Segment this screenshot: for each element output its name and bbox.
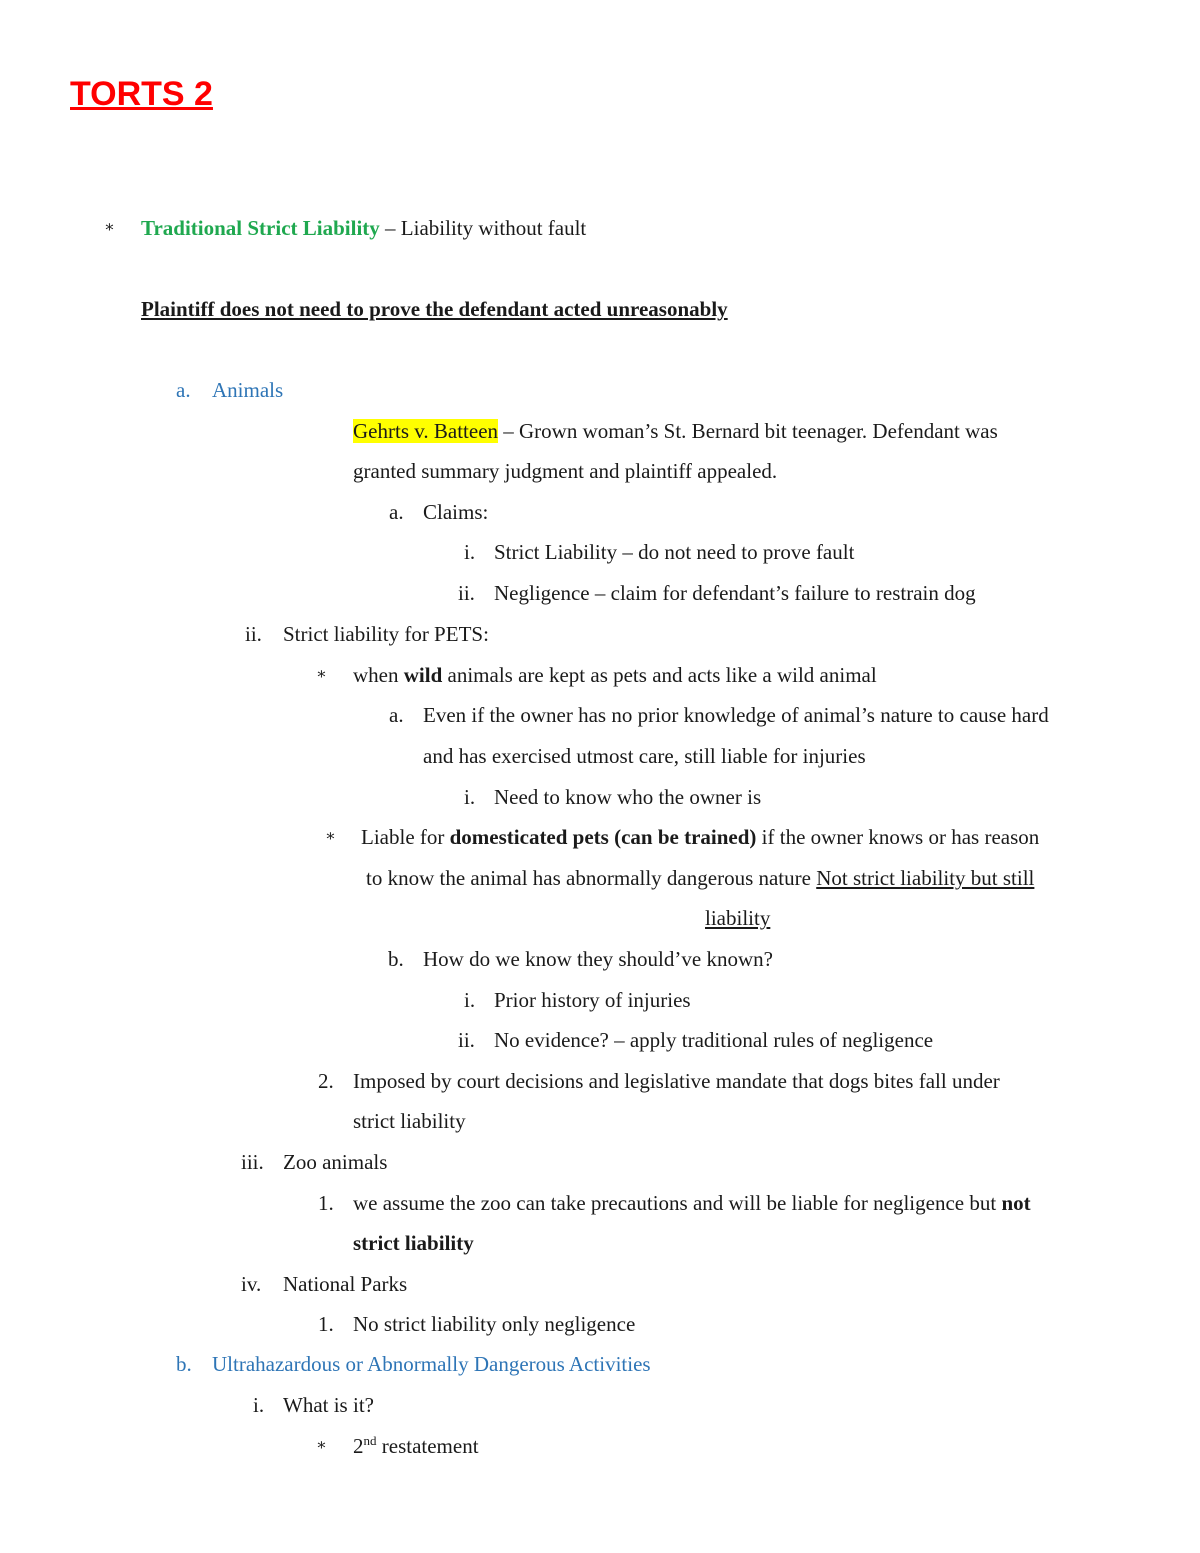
page-title: TORTS 2 xyxy=(70,75,213,113)
text-run: to know the animal has abnormally dangerous nature xyxy=(366,866,817,890)
list-marker: 1. xyxy=(318,1191,334,1215)
list-marker: i. xyxy=(464,540,476,564)
parks-line: No strict liability only negligence xyxy=(353,1312,636,1336)
heading-parks: National Parks xyxy=(283,1272,408,1296)
prior-history-line: Prior history of injuries xyxy=(494,988,691,1012)
term-definition: – Liability without fault xyxy=(379,216,587,240)
case-name-highlight: Gehrts v. Batteen xyxy=(353,419,499,443)
term-traditional: Traditional Strict Liability xyxy=(141,216,380,240)
case-gehrts xyxy=(353,417,998,445)
even-if-line: Even if the owner has no prior knowledge of animal’s nature to cause hard xyxy=(423,703,1049,727)
underlined-text: Not strict liability but still xyxy=(816,866,1035,890)
list-marker: i. xyxy=(253,1393,265,1417)
text-run: 2 xyxy=(353,1434,364,1458)
bold-domesticated: domesticated pets (can be trained) xyxy=(449,825,757,849)
list-marker: 1. xyxy=(318,1312,334,1336)
list-marker: iii. xyxy=(241,1150,264,1174)
text-run: if the owner knows or has reason xyxy=(756,825,1040,849)
text-run: when xyxy=(353,663,404,687)
claims-label: Claims: xyxy=(423,500,489,524)
domesticated-line-cont xyxy=(366,864,1034,892)
bold-strict-liability: strict liability xyxy=(353,1231,474,1255)
zoo-line-cont xyxy=(353,1229,474,1257)
how-known-line: How do we know they should’ve known? xyxy=(423,947,773,971)
text-run: restatement xyxy=(376,1434,479,1458)
what-is-it-line: What is it? xyxy=(283,1393,374,1417)
bullet-star-icon: ∗ xyxy=(316,1437,327,1454)
list-marker: ii. xyxy=(458,581,475,605)
zoo-line xyxy=(353,1189,1031,1217)
need-owner-line: Need to know who the owner is xyxy=(494,785,762,809)
principle-line: Plaintiff does not need to prove the defendant acted unreasonably xyxy=(141,297,728,321)
list-marker: b. xyxy=(388,947,404,971)
claim-negligence: Negligence – claim for defendant’s failure to restrain dog xyxy=(494,581,976,605)
bullet-star-icon: ∗ xyxy=(104,219,115,236)
domesticated-line xyxy=(361,823,1039,851)
list-marker: 2. xyxy=(318,1069,334,1093)
bold-not: not xyxy=(1001,1191,1031,1215)
heading-pets: Strict liability for PETS: xyxy=(283,622,489,646)
bullet-star-icon: ∗ xyxy=(325,828,336,845)
list-marker: a. xyxy=(389,703,404,727)
claim-strict-liability: Strict Liability – do not need to prove fault xyxy=(494,540,855,564)
text-run: Liable for xyxy=(361,825,450,849)
list-marker: ii. xyxy=(245,622,262,646)
imposed-line: Imposed by court decisions and legislative mandate that dogs bites fall under xyxy=(353,1069,1000,1093)
heading-ultrahazardous: Ultrahazardous or Abnormally Dangerous Activities xyxy=(212,1352,651,1376)
heading-animals: Animals xyxy=(212,378,284,402)
ordinal-suffix: nd xyxy=(363,1433,377,1448)
text-run: we assume the zoo can take precautions and will be liable for negligence but xyxy=(353,1191,1002,1215)
heading-zoo: Zoo animals xyxy=(283,1150,388,1174)
list-marker: iv. xyxy=(241,1272,262,1296)
wild-animals-line xyxy=(353,661,877,689)
even-if-line-cont: and has exercised utmost care, still liable for injuries xyxy=(423,744,866,768)
list-marker: i. xyxy=(464,785,476,809)
bold-wild: wild xyxy=(403,663,443,687)
bullet-star-icon: ∗ xyxy=(316,666,327,683)
case-summary: – Grown woman’s St. Bernard bit teenager. Defendant was xyxy=(498,419,998,443)
no-evidence-line: No evidence? – apply traditional rules of negligence xyxy=(494,1028,934,1052)
imposed-line-cont: strict liability xyxy=(353,1109,466,1133)
list-marker: ii. xyxy=(458,1028,475,1052)
list-marker: b. xyxy=(176,1352,192,1376)
text-run: animals are kept as pets and acts like a wild animal xyxy=(442,663,877,687)
list-marker: a. xyxy=(389,500,404,524)
restatement-line xyxy=(353,1432,479,1460)
underlined-text: liability xyxy=(705,906,771,930)
list-marker: a. xyxy=(176,378,191,402)
case-summary-cont: granted summary judgment and plaintiff appealed. xyxy=(353,459,778,483)
list-marker: i. xyxy=(464,988,476,1012)
section-heading-traditional xyxy=(141,214,586,242)
